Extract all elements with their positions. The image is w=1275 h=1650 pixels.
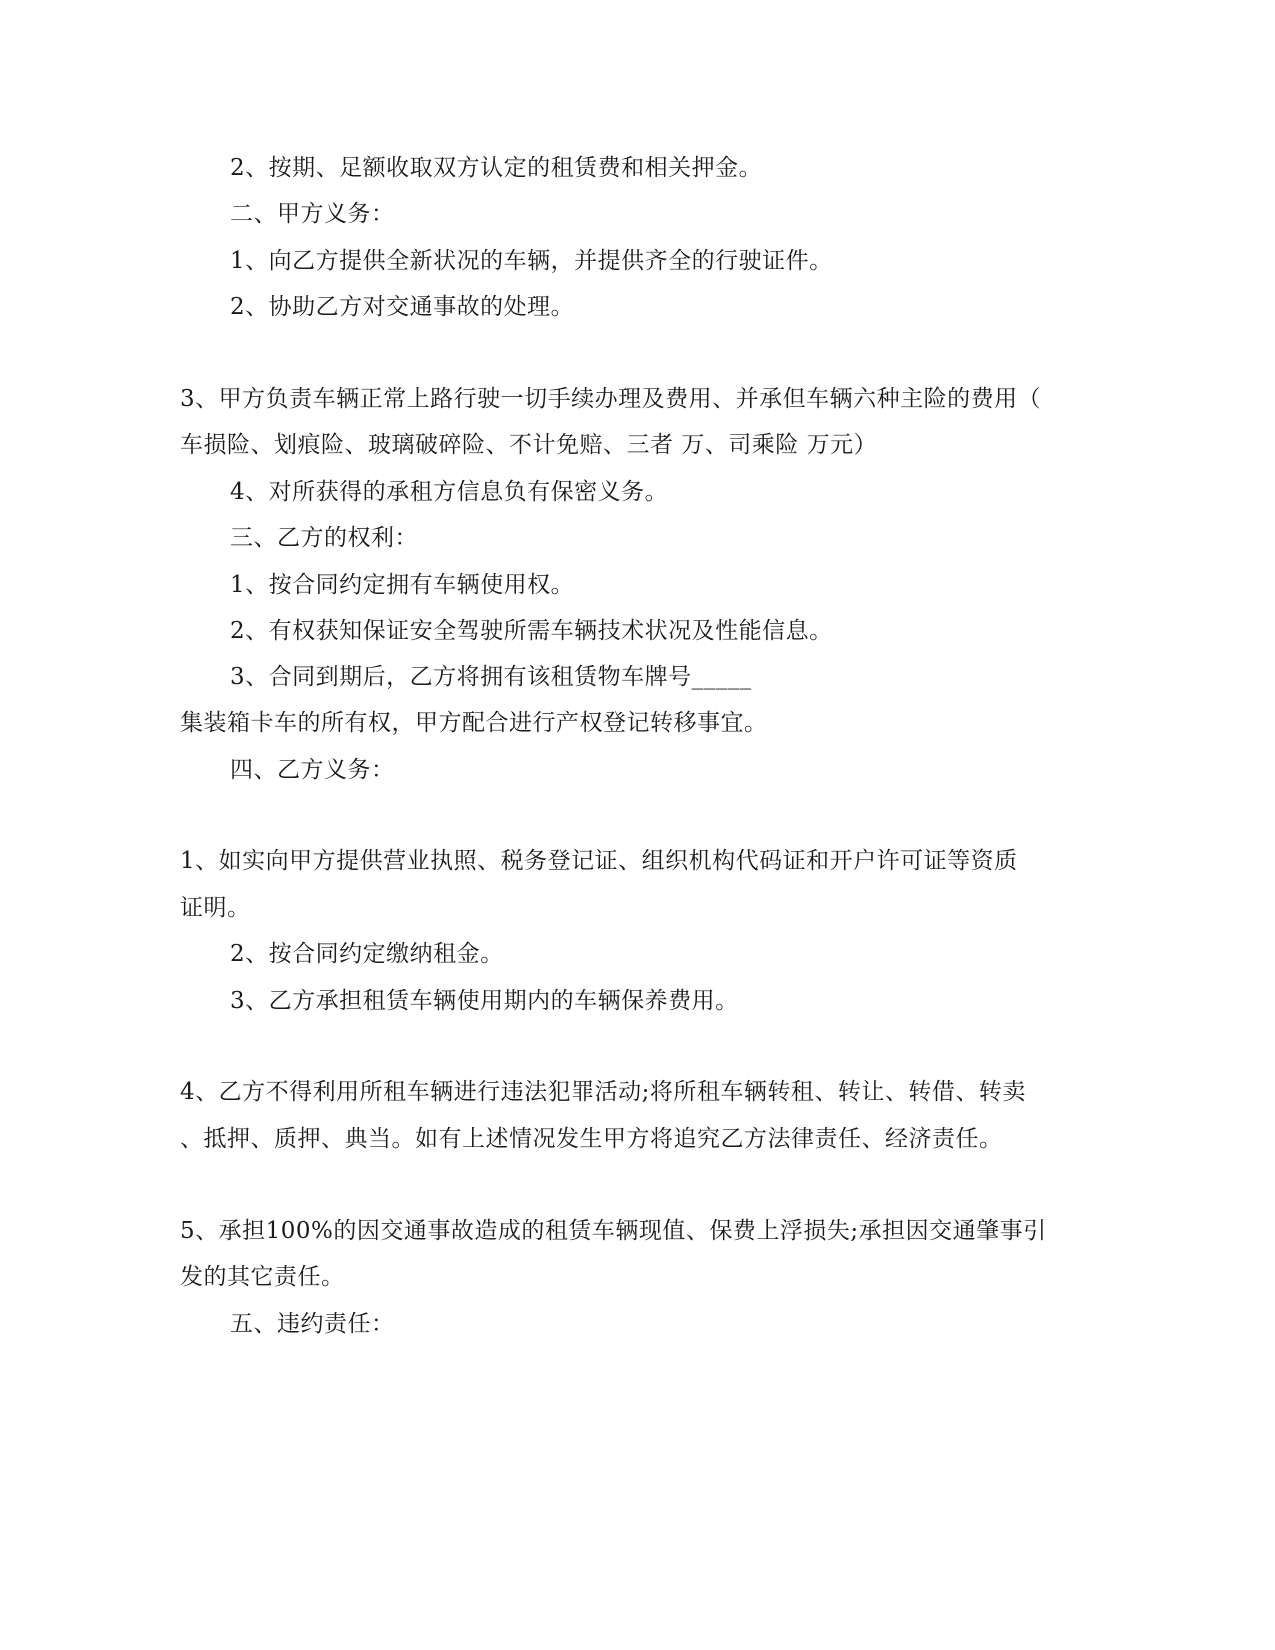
clause-text: 3、合同到期后，乙方将拥有该租赁物车牌号_____ (230, 664, 752, 690)
section-heading: 四、乙方义务： (230, 757, 395, 783)
clause-text: 2、有权获知保证安全驾驶所需车辆技术状况及性能信息。 (230, 618, 833, 644)
clause-text: 4、乙方不得利用所租车辆进行违法犯罪活动;将所租车辆转租、转让、转借、转卖 (180, 1079, 1026, 1105)
clause-text: 4、对所获得的承租方信息负有保密义务。 (230, 479, 669, 505)
clause-text: 1、如实向甲方提供营业执照、税务登记证、组织机构代码证和开户许可证等资质 (180, 848, 1018, 874)
clause-text: 3、乙方承担租赁车辆使用期内的车辆保养费用。 (230, 988, 739, 1014)
clause-text: 5、承担100%的因交通事故造成的租赁车辆现值、保费上浮损失;承担因交通肇事引 (180, 1218, 1047, 1244)
clause-text-continued: 证明。 (180, 895, 251, 921)
clause-text: 1、向乙方提供全新状况的车辆，并提供齐全的行驶证件。 (230, 248, 833, 274)
section-heading: 五、违约责任： (230, 1311, 395, 1337)
clause-text: 1、按合同约定拥有车辆使用权。 (230, 572, 575, 598)
clause-text: 2、协助乙方对交通事故的处理。 (230, 294, 575, 320)
clause-text: 3、甲方负责车辆正常上路行驶一切手续办理及费用、并承但车辆六种主险的费用（ (180, 386, 1042, 412)
clause-text: 2、按合同约定缴纳租金。 (230, 941, 504, 967)
clause-text-continued: 车损险、划痕险、玻璃破碎险、不计免赔、三者 万、司乘险 万元） (180, 432, 878, 458)
clause-text: 2、按期、足额收取双方认定的租赁费和相关押金。 (230, 155, 763, 181)
clause-text-continued: 发的其它责任。 (180, 1264, 345, 1290)
clause-text-continued: 、抵押、质押、典当。如有上述情况发生甲方将追究乙方法律责任、经济责任。 (180, 1126, 1003, 1152)
clause-text-continued: 集装箱卡车的所有权，甲方配合进行产权登记转移事宜。 (180, 710, 768, 736)
section-heading: 二、甲方义务： (230, 201, 395, 227)
section-heading: 三、乙方的权利： (230, 525, 418, 551)
